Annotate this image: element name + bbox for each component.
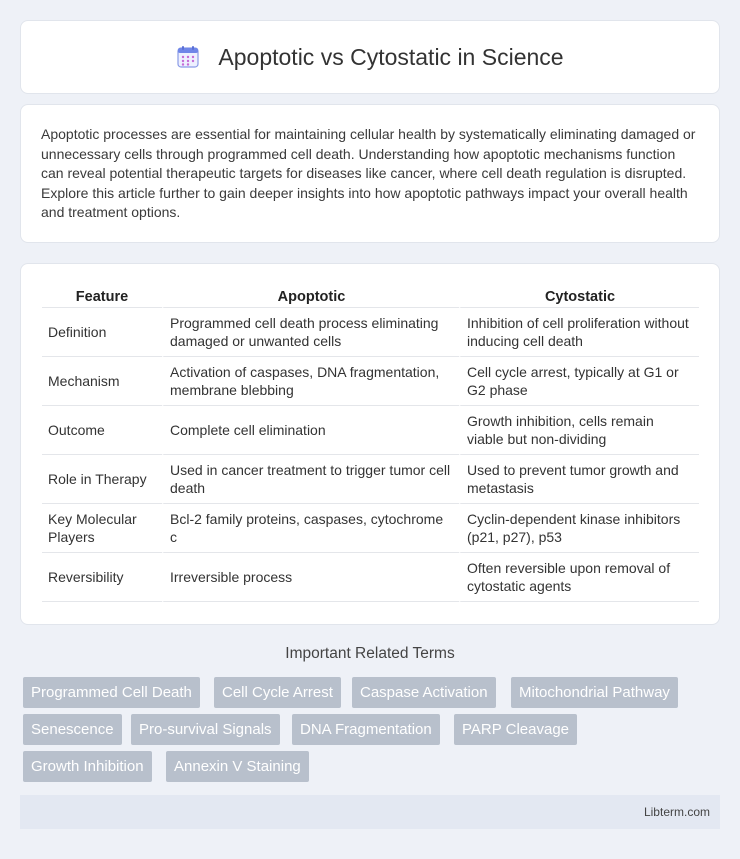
page-title: Apoptotic vs Cytostatic in Science [218, 43, 564, 70]
comparison-table-card [20, 263, 720, 625]
related-term-tag[interactable]: Pro-survival Signals [131, 714, 280, 745]
cytostatic-cell: Cell cycle arrest, typically at G1 or G2 phase [459, 357, 699, 406]
related-term-tag[interactable]: Mitochondrial Pathway [511, 677, 678, 708]
footer [20, 795, 720, 829]
related-term-tag[interactable]: Programmed Cell Death [23, 677, 200, 708]
feature-cell: Role in Therapy [42, 455, 162, 504]
feature-cell: Outcome [42, 406, 162, 455]
related-term-tag[interactable]: PARP Cleavage [454, 714, 577, 745]
cytostatic-cell: Cyclin-dependent kinase inhibitors (p21, p27), p53 [459, 504, 699, 553]
cytostatic-cell: Inhibition of cell proliferation without inducing cell death [459, 308, 699, 357]
table-row [42, 553, 699, 602]
related-term-tag[interactable]: DNA Fragmentation [292, 714, 440, 745]
calendar-icon [176, 45, 200, 69]
intro-text: Apoptotic processes are essential for maintaining cellular health by systematically eliminating damaged or unnecessary cells through programmed cell death. Understanding how apoptotic mechanisms function can reveal potential therapeutic targets for diseases like cancer, where cell death regulation is disrupted. Explore this article further to gain deeper insights into how apoptotic pathways impact your overall health and treatment options. [41, 126, 696, 220]
related-term-tag[interactable]: Caspase Activation [352, 677, 496, 708]
feature-cell: Key Molecular Players [42, 504, 162, 553]
feature-cell: Reversibility [42, 553, 162, 602]
header-cytostatic: Cytostatic [459, 282, 699, 308]
apoptotic-cell: Used in cancer treatment to trigger tumor cell death [162, 455, 459, 504]
cytostatic-cell: Used to prevent tumor growth and metastasis [459, 455, 699, 504]
feature-cell: Mechanism [42, 357, 162, 406]
feature-cell: Definition [42, 308, 162, 357]
table-row [42, 357, 699, 406]
related-term-tag[interactable]: Senescence [23, 714, 122, 745]
apoptotic-cell: Activation of caspases, DNA fragmentation, membrane blebbing [162, 357, 459, 406]
apoptotic-cell: Bcl-2 family proteins, caspases, cytochrome c [162, 504, 459, 553]
header-card [20, 20, 720, 94]
footer-site[interactable]: Libterm.com [643, 805, 710, 819]
related-term-tag[interactable]: Cell Cycle Arrest [214, 677, 341, 708]
table-row [42, 504, 699, 553]
related-terms-title: Important Related Terms [285, 645, 455, 662]
table-row [42, 308, 699, 357]
header-feature: Feature [42, 282, 162, 308]
cytostatic-cell: Growth inhibition, cells remain viable but non-dividing [459, 406, 699, 455]
table-row [42, 455, 699, 504]
header-apoptotic: Apoptotic [162, 282, 459, 308]
table-row [42, 406, 699, 455]
related-term-tag[interactable]: Annexin V Staining [166, 751, 309, 782]
apoptotic-cell: Complete cell elimination [162, 406, 459, 455]
comparison-table [42, 282, 699, 602]
intro-card [20, 104, 720, 243]
related-term-tag[interactable]: Growth Inhibition [23, 751, 152, 782]
apoptotic-cell: Irreversible process [162, 553, 459, 602]
apoptotic-cell: Programmed cell death process eliminating damaged or unwanted cells [162, 308, 459, 357]
table-header-row [42, 282, 699, 308]
cytostatic-cell: Often reversible upon removal of cytostatic agents [459, 553, 699, 602]
